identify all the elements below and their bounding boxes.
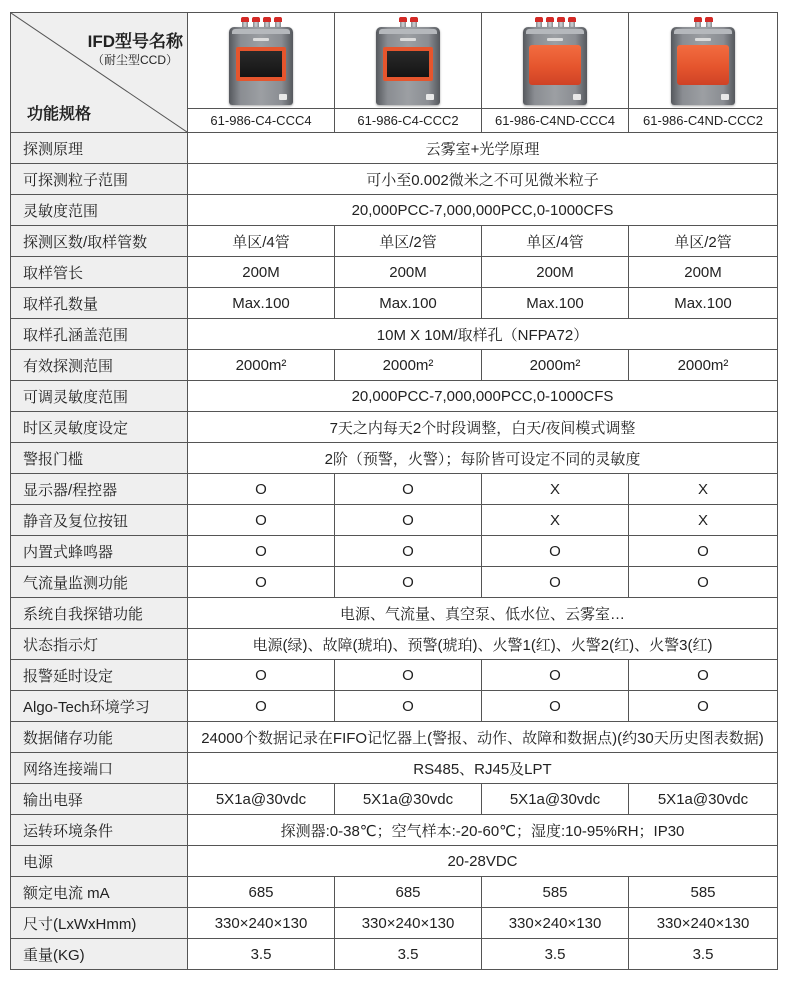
spec-value-merged: 20,000PCC-7,000,000PCC,0-1000CFS xyxy=(351,201,614,219)
spec-value: Max.100 xyxy=(188,288,335,318)
spec-label: 可探测粒子范围 xyxy=(11,164,188,194)
table-header xyxy=(11,13,777,133)
spec-body xyxy=(11,133,777,969)
spec-label: 额定电流 mA xyxy=(11,877,188,907)
spec-label: 显示器/程控器 xyxy=(11,474,188,504)
spec-row xyxy=(11,815,777,846)
detector-housing xyxy=(229,27,293,105)
brand-logo-icon xyxy=(253,38,269,41)
spec-label: 取样孔数量 xyxy=(11,288,188,318)
spec-label: 取样管长 xyxy=(11,257,188,287)
model-column xyxy=(629,13,777,132)
spec-row xyxy=(11,660,777,691)
spec-row xyxy=(11,753,777,784)
spec-row xyxy=(11,846,777,877)
spec-value: 685 xyxy=(188,877,335,907)
spec-value: O xyxy=(335,536,482,566)
spec-row xyxy=(11,474,777,505)
spec-value: X xyxy=(482,474,629,504)
spec-row xyxy=(11,536,777,567)
spec-row xyxy=(11,908,777,939)
spec-value: O xyxy=(188,567,335,597)
spec-value: Max.100 xyxy=(482,288,629,318)
spec-value-merged: 探测器:0-38℃；空气样本:-20-60℃；湿度:10-95%RH；IP30 xyxy=(280,822,685,840)
spec-value: O xyxy=(697,666,709,684)
spec-row xyxy=(11,629,777,660)
spec-value: 5X1a@30vdc xyxy=(657,790,749,808)
spec-label: 输出电驿 xyxy=(11,784,188,814)
spec-value: 5X1a@30vdc xyxy=(482,784,629,814)
spec-label: 运转环境条件 xyxy=(11,815,188,845)
spec-value: O xyxy=(188,660,335,690)
spec-row xyxy=(11,350,777,381)
spec-value: 2000m² xyxy=(335,350,482,380)
detector-device-image xyxy=(669,17,737,107)
spec-value: 3.5 xyxy=(692,945,714,963)
spec-value-merged: 24000个数据记录在FIFO记忆器上(警报、动作、故障和数据点)(约30天历史图表数据) xyxy=(201,729,764,747)
spec-value: 单区/2管 xyxy=(674,233,732,251)
spec-value: X xyxy=(697,511,708,529)
spec-table xyxy=(10,12,778,970)
spec-label: 数据储存功能 xyxy=(11,722,188,752)
detector-device-image xyxy=(521,17,589,107)
spec-label: 取样孔涵盖范围 xyxy=(11,319,188,349)
header-subtitle: （耐尘型CCD） xyxy=(92,53,178,67)
spec-value: 2000m² xyxy=(188,350,335,380)
spec-row xyxy=(11,567,777,598)
spec-row xyxy=(11,598,777,629)
spec-value: 5X1a@30vdc xyxy=(188,784,335,814)
brand-logo-icon xyxy=(400,38,416,41)
spec-value: O xyxy=(697,697,709,715)
spec-value: 330×240×130 xyxy=(482,908,629,938)
spec-row xyxy=(11,133,777,164)
spec-value: Max.100 xyxy=(674,294,732,312)
spec-label: 状态指示灯 xyxy=(11,629,188,659)
spec-label: 内置式蜂鸣器 xyxy=(11,536,188,566)
label-tag-icon xyxy=(279,94,287,100)
spec-value: 585 xyxy=(690,883,716,901)
model-photo-cell xyxy=(482,13,628,109)
spec-value-merged: 可小至0.002微米之不可见微米粒子 xyxy=(366,171,599,189)
spec-value: 5X1a@30vdc xyxy=(335,784,482,814)
spec-row xyxy=(11,195,777,226)
spec-value: O xyxy=(188,505,335,535)
spec-label: 系统自我探错功能 xyxy=(11,598,188,628)
lcd-display-icon xyxy=(236,47,286,81)
model-photo-cell xyxy=(188,13,334,109)
spec-row xyxy=(11,877,777,908)
spec-label: 电源 xyxy=(11,846,188,876)
spec-value: 330×240×130 xyxy=(188,908,335,938)
spec-value: 330×240×130 xyxy=(656,914,750,932)
spec-row xyxy=(11,784,777,815)
spec-value-merged: 10M X 10M/取样孔（NFPA72） xyxy=(376,326,589,344)
spec-label: 网络连接端口 xyxy=(11,753,188,783)
spec-label: 报警延时设定 xyxy=(11,660,188,690)
detector-housing xyxy=(376,27,440,105)
spec-value: O xyxy=(335,567,482,597)
spec-label: 时区灵敏度设定 xyxy=(11,412,188,442)
spec-value-merged: 20-28VDC xyxy=(447,852,518,870)
spec-row xyxy=(11,505,777,536)
spec-label: 气流量监测功能 xyxy=(11,567,188,597)
header-title: IFD型号名称 xyxy=(87,32,183,51)
spec-value: X xyxy=(697,480,708,498)
spec-value: 3.5 xyxy=(188,939,335,969)
spec-label: 探测原理 xyxy=(11,133,188,163)
spec-row xyxy=(11,319,777,350)
detector-device-image xyxy=(374,17,442,107)
spec-value: 3.5 xyxy=(335,939,482,969)
spec-value-merged: 2阶（预警，火警）；每阶皆可设定不同的灵敏度 xyxy=(324,450,641,468)
spec-value-merged: 7天之内每天2个时段调整，白天/夜间模式调整 xyxy=(329,419,636,437)
header-corner-cell xyxy=(11,13,188,132)
model-column xyxy=(482,13,629,132)
spec-value: 330×240×130 xyxy=(335,908,482,938)
spec-column-heading: 功能规格 xyxy=(27,106,92,123)
spec-value: Max.100 xyxy=(335,288,482,318)
spec-row xyxy=(11,257,777,288)
spec-label: 灵敏度范围 xyxy=(11,195,188,225)
model-column xyxy=(188,13,335,132)
spec-row xyxy=(11,939,777,969)
spec-value: 单区/4管 xyxy=(482,226,629,256)
spec-value-merged: 电源(绿)、故障(琥珀)、预警(琥珀)、火警1(红)、火警2(红)、火警3(红) xyxy=(252,636,713,654)
lcd-display-icon xyxy=(383,47,433,81)
detector-housing xyxy=(523,27,587,105)
spec-label: 探测区数/取样管数 xyxy=(11,226,188,256)
spec-value: O xyxy=(482,660,629,690)
spec-value: O xyxy=(697,573,709,591)
spec-label: Algo-Tech环境学习 xyxy=(11,691,188,721)
orange-cover-icon xyxy=(677,45,729,85)
spec-value-merged: 云雾室+光学原理 xyxy=(425,140,540,158)
spec-label: 有效探测范围 xyxy=(11,350,188,380)
spec-value: O xyxy=(335,474,482,504)
spec-value: O xyxy=(697,542,709,560)
spec-value: 685 xyxy=(335,877,482,907)
spec-row xyxy=(11,443,777,474)
spec-value: O xyxy=(188,691,335,721)
spec-value-merged: RS485、RJ45及LPT xyxy=(413,760,552,778)
spec-value: O xyxy=(335,691,482,721)
spec-value: 单区/4管 xyxy=(188,226,335,256)
spec-value: 200M xyxy=(684,263,722,281)
label-tag-icon xyxy=(573,94,581,100)
brand-logo-icon xyxy=(695,38,711,41)
detector-device-image xyxy=(227,17,295,107)
orange-cover-icon xyxy=(529,45,581,85)
model-code: 61-986-C4ND-CCC2 xyxy=(643,113,763,128)
spec-value: O xyxy=(482,536,629,566)
model-code: 61-986-C4-CCC2 xyxy=(357,113,459,128)
spec-value: 单区/2管 xyxy=(335,226,482,256)
model-code: 61-986-C4ND-CCC4 xyxy=(495,113,615,128)
spec-row xyxy=(11,381,777,412)
spec-row xyxy=(11,691,777,722)
spec-row xyxy=(11,412,777,443)
spec-row xyxy=(11,164,777,195)
label-tag-icon xyxy=(426,94,434,100)
label-tag-icon xyxy=(721,94,729,100)
spec-value: 3.5 xyxy=(482,939,629,969)
spec-value: O xyxy=(188,474,335,504)
spec-value: O xyxy=(335,505,482,535)
spec-label: 尺寸(LxWxHmm) xyxy=(11,908,188,938)
spec-value: 200M xyxy=(335,257,482,287)
spec-value: 200M xyxy=(482,257,629,287)
spec-row xyxy=(11,226,777,257)
spec-label: 可调灵敏度范围 xyxy=(11,381,188,411)
spec-value: 200M xyxy=(188,257,335,287)
spec-value: O xyxy=(335,660,482,690)
model-photo-cell xyxy=(629,13,777,109)
spec-value: X xyxy=(482,505,629,535)
spec-value: 585 xyxy=(482,877,629,907)
spec-value: O xyxy=(482,567,629,597)
model-photo-cell xyxy=(335,13,481,109)
spec-value: 2000m² xyxy=(677,356,729,374)
model-code: 61-986-C4-CCC4 xyxy=(210,113,312,128)
spec-value: O xyxy=(188,536,335,566)
spec-row xyxy=(11,288,777,319)
spec-value: 2000m² xyxy=(482,350,629,380)
spec-value-merged: 电源、气流量、真空泵、低水位、云雾室… xyxy=(339,605,625,623)
brand-logo-icon xyxy=(547,38,563,41)
model-columns xyxy=(188,13,777,132)
spec-value: O xyxy=(482,691,629,721)
spec-label: 警报门槛 xyxy=(11,443,188,473)
spec-label: 静音及复位按钮 xyxy=(11,505,188,535)
spec-row xyxy=(11,722,777,753)
detector-housing xyxy=(671,27,735,105)
spec-label: 重量(KG) xyxy=(11,939,188,969)
model-column xyxy=(335,13,482,132)
spec-value-merged: 20,000PCC-7,000,000PCC,0-1000CFS xyxy=(351,387,614,405)
